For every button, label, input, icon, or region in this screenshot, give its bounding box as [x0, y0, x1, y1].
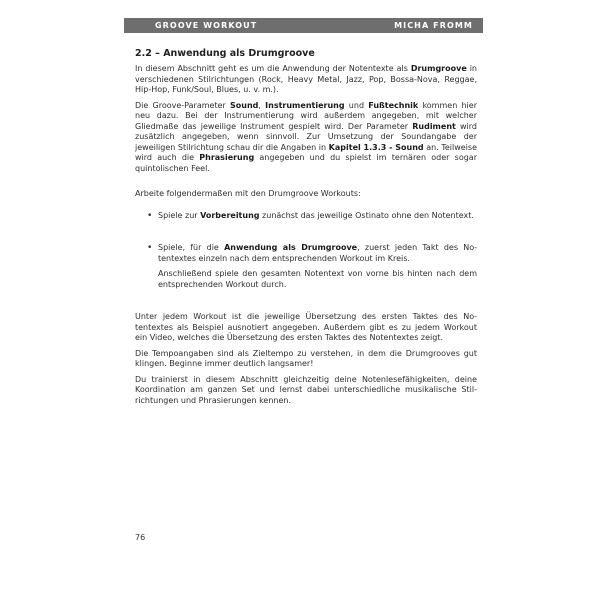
params-text-6: an. Teilweise wird auch die [135, 142, 477, 162]
paragraph-training: Du trainierst in diesem Abschnitt gleichzeitig deine Notenlesefähigkeiten, deine Koordination am ganzen Set und lernst dabei unterschiedliche musikalische Stilrichtungen und Phrasierungen kennen. [135, 374, 477, 405]
list-item-vorbereitung [135, 211, 477, 222]
list-item-anwendung [135, 243, 477, 290]
bullet2-text-2: , zuerst jeden Takt des Notentextes einzeln nach dem entsprechenden Workout im Kreis. [158, 243, 478, 263]
params-text-7: angegeben und du spielst im ternären oder sogar quintolischen Feel. [135, 153, 477, 173]
params-bold-phrasierung: Phrasierung [199, 153, 255, 162]
spacer [135, 179, 477, 189]
intro-text-2: in verschiedenen Stilrichtungen (Rock, Heavy Metal, Jazz, Pop, Bossa-Nova, Reggae, Hip-Hop, Funk/Soul, Blues, u. v. m.). [135, 64, 477, 94]
workout-steps-list [135, 211, 477, 291]
params-text-4: kommen hier neu dazu. Bei der Instrumentierung wird außerdem angegeben, mit welcher Gliedmaße das jeweilige Instrument gespielt wird. Der Parameter [135, 100, 477, 131]
params-bold-rudiment: Rudiment [412, 121, 456, 131]
paragraph-parameters [135, 101, 477, 175]
paragraph-instructions: Arbeite folgendermaßen mit den Drumgroove Workouts: [135, 189, 361, 198]
bullet1-text-1: Spiele zur [158, 210, 201, 220]
paragraph-translation: Unter jedem Workout ist die jeweilige Übersetzung des ersten Taktes des Notentextes als Beispiel ausnotiert angegeben. Außerdem gibt es zu jedem Workout ein Video, welches die Übersetzung des ersten Taktes des Notentextes zeigt. [135, 312, 477, 342]
page-number: 76 [135, 533, 146, 542]
params-text-1: Die Groove-Parameter [135, 100, 231, 110]
intro-bold-drumgroove: Drumgroove [410, 64, 467, 73]
bullet1-text-2: zunächst das jeweilige Ostinato ohne den Notentext. [259, 210, 474, 220]
page-content [135, 48, 477, 411]
section-heading: 2.2 – Anwendung als Drumgroove [135, 48, 315, 59]
bullet1-bold: Vorbereitung [200, 210, 260, 220]
bullet-anwendung-subtext: Anschließend spiele den gesamten Notentext von vorne bis hinten nach dem entsprechenden Workout durch. [158, 269, 477, 289]
params-text-2: , [258, 100, 266, 110]
paragraph-intro [135, 64, 477, 96]
header-book-title: GROOVE WORKOUT [155, 21, 258, 30]
header-author: MICHA FROMM [394, 21, 473, 30]
bullet2-bold: Anwendung als Drumgroove [224, 243, 358, 252]
params-text-5: wird zusätzlich angegeben, wenn sinnvoll. Zur Umsetzung der Soundangabe der jeweiligen Stilrichtung schau dir die Angaben in [135, 121, 477, 152]
params-text-3: und [344, 100, 369, 110]
bullet2-text-1: Spiele, für die [158, 243, 225, 252]
params-bold-kapitel: Kapitel 1.3.3 - Sound [328, 142, 424, 152]
bullet-vorbereitung-text [158, 211, 477, 222]
params-bold-fusstechnik: Fußtechnik [368, 100, 419, 110]
intro-text-1: In diesem Abschnitt geht es um die Anwendung der Notentexte als [135, 64, 411, 73]
paragraph-tempo: Die Tempoangaben sind als Zieltempo zu verstehen, in dem die Drumgrooves gut klingen. Beginne immer deutlich langsamer! [135, 348, 477, 368]
params-bold-sound: Sound [230, 100, 259, 110]
params-bold-instrumentierung: Instrumentierung [265, 100, 345, 110]
running-header [124, 18, 483, 33]
bullet-anwendung-text [158, 243, 477, 264]
